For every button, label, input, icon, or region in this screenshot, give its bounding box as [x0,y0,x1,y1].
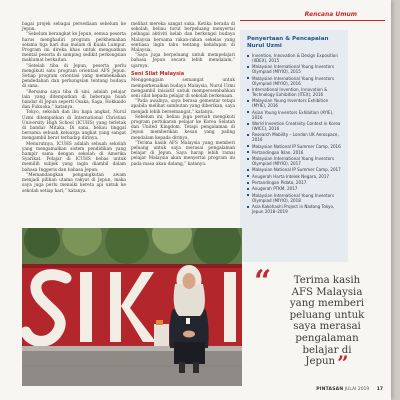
bag [154,324,169,346]
photo-illustration [22,228,242,386]
article-column-1 [22,22,126,194]
paragraph: “Memandangkan pengangkutan awam menjadi pilihan utama rakyat di Jepun, maka saya juga perlu menaiki kereta api untuk ke sekolah setiap hari,” katanya. [22,172,126,194]
paragraph: “Bersama saya tiba di sini, adalah pelajar lain yang ditempatkan di beberapa buah bandar di Jepun seperti Osaka, Saga, Hokkaido dan Fukuoka,” katanya. [22,89,126,111]
article-column-2 [131,22,235,167]
list-item: Anugerah Harta Intelek Negara, 2017 [247,174,342,179]
list-item: Malaysian International Young Inventors Olympiad (MIYIO), 2017 [247,156,342,166]
banner-letter-shape [110,272,121,342]
paragraph: melihat mereka sangat suka. Ketika berada di sekolah, beliau turut berpeluang menyertai pelbagai aktiviti kelab dan berkongsi budaya Malaysia bersama rakan-rakan sekelas yang sentiasa ingin tahu tentang kehidupan di Malaysia. [131,22,235,54]
pull-quote-line: yang memberi [289,298,365,310]
banner-letter-shape [80,272,92,342]
woman-face [183,273,196,289]
paragraph: “Terima kasih AFS Malaysia yang memberi peluang untuk saya merasai pengalaman belajar di Jepun. Saya harap lebih ramai pelajar Malaysia akan menyertai program ini pada masa akan datang,” katanya. [131,140,235,167]
paragraph: “Saya juga berpeluang untuk mempelajari bahasa Jepun secara lebih mendalam,” ujarnya. [131,53,235,69]
list-item: Malaysian International Young Inventors Olympiad (MIYIO), 2015 [247,64,342,74]
sidebar-title-line-2: Nurul Uzmi [247,42,282,49]
pull-quote-line: peluang untuk [289,309,365,321]
achievements-list [247,53,342,214]
article-subheading: Seni Silat Malaysia [131,70,185,77]
pull-quote-line: saya merasai [293,321,361,333]
paragraph: Menurutnya, ICUHS adalah sebuah sekolah yang mengamalkan sistem pendidikan yang hampir sama dengan sekolah di Amerika Syarikat. Pelajar di ICUHS bebas untuk memilih subjek yang ingin diambil dalam bahasa Inggeris dan bahasa Jepun. [22,141,126,173]
pull-quote-text [268,275,386,376]
sidebar-title-line-1: Penyertaan & Pencapaian [247,36,329,42]
paragraph: Menggenggam semangat untuk memperkenalkan budaya Malaysia, Nurul Uzmi mengambil inisiatif untuk mempersembahkan seni silat kepada pelajar di sekolah berkenaan. [131,78,235,99]
article-photo [22,228,242,386]
list-item: Pertandingan Iklan, 2016 [247,150,342,155]
issue-date: JULAI 2019 [344,387,370,392]
woman-skirt [174,342,205,364]
woman-leg [179,362,185,373]
list-item: Pertandingan Pidato, 2017 [247,180,342,185]
list-item: Invention, Innovation & Design Exposition (IIDEX), 2015 [247,53,342,63]
list-item: Asian Young Inventors Exhibition (AYIE), 2016 [247,110,342,120]
list-item: International Invention, Innovation & Technology Exhibition (ITEX), 2016 [247,87,342,97]
list-item: Anugerah PTKM, 2017 [247,186,342,191]
list-item: Malaysian National IP Summer Camp, 2017 [247,167,342,172]
pull-quote-line: Jepun [305,356,336,368]
page-footer [316,387,383,393]
quote-close-mark: ” [337,351,349,376]
page-number: 17 [376,387,383,392]
list-item: World Invention Creativity Contest in Korea (WICC), 2016 [247,121,342,131]
list-item: Malaysian International Young Inventors Olympiad (MIYIO), 2016 [247,76,342,86]
woman-leg [193,362,199,373]
list-item: Malaysian International Young Inventors Olympiad (MIYIO), 2018 [247,193,342,203]
pull-quote-line: pengalaman [295,332,359,344]
list-item: Research Mobility – London UK Aerospace, 2016 [247,132,342,142]
paragraph: Tokyo, sekolah dan ibu bapa angkat, Nurul Uzmi ditempatkan di International Christian University High School (ICUHS) yang terletak di bandar Mitaka. Di sana, beliau tinggal bersama sebuah keluarga angkat yang sangat mengambil berat terhadap dirinya. [22,110,126,142]
paragraph: “Pada awalnya, saya berasa gementar tetapi apabila melihat sambutan yang diberikan, saya menjadi lebih bersemangat,” katanya. [131,99,235,115]
banner-top-edge [22,264,242,268]
magazine-name: PINTASAN [316,387,344,392]
achievements-sidebar [240,30,348,262]
pull-quote-line: belajar di [302,344,352,356]
paragraph: bagai projek sebagai persediaan sebelum ke Jepun. [22,22,126,33]
list-item: Asia Kakehashi Project in Nadang Tokyo, Jepun 2018–2019 [247,204,342,214]
bag-item [156,320,163,325]
pavement-edge [22,346,242,351]
pull-quote-line: AFS Malaysia [291,286,363,298]
paragraph: “Sebelum berangkat ke Jepun, semua peserta harus menghadiri program perkhemahan selama tiga hari dua malam di Kuala Lumpur. Program ini direka khas untuk menguatkan mental peserta di samping sedikit perkongsian maklumat berkaitan. [22,32,126,64]
paragraph: “Setelah tiba di Jepun, peserta perlu mengikuti satu program orientasi AFS Jepun. Setiap program orientasi yang membekalkan pendedahan dan perkongsian tentang budaya di sana. [22,63,126,90]
woman-hands [183,331,195,338]
banner-letter-shape [224,272,236,342]
pull-quote-line: Terima kasih [293,275,361,286]
list-item: Malaysian Young Inventors Exhibition (MYIE), 2016 [247,98,342,108]
pull-quote-last-line [268,351,386,376]
pull-quote [252,264,386,376]
woman-badge [186,318,190,324]
paragraph: Sebelum ini, beliau juga pernah mengikuti program pertukaran pelajar ke Korea Selatan dan United Kingdom. Tetapi pengalaman di Jepun memberikan kesan yang paling mendalam kepada dirinya. [131,114,235,141]
quote-open-mark: “ [254,264,272,299]
section-header: Rencana Umum [304,11,357,18]
list-item: Malaysian National IP Summer Camp, 2016 [247,144,342,149]
header-rule [240,20,385,21]
sidebar-title [247,36,342,49]
